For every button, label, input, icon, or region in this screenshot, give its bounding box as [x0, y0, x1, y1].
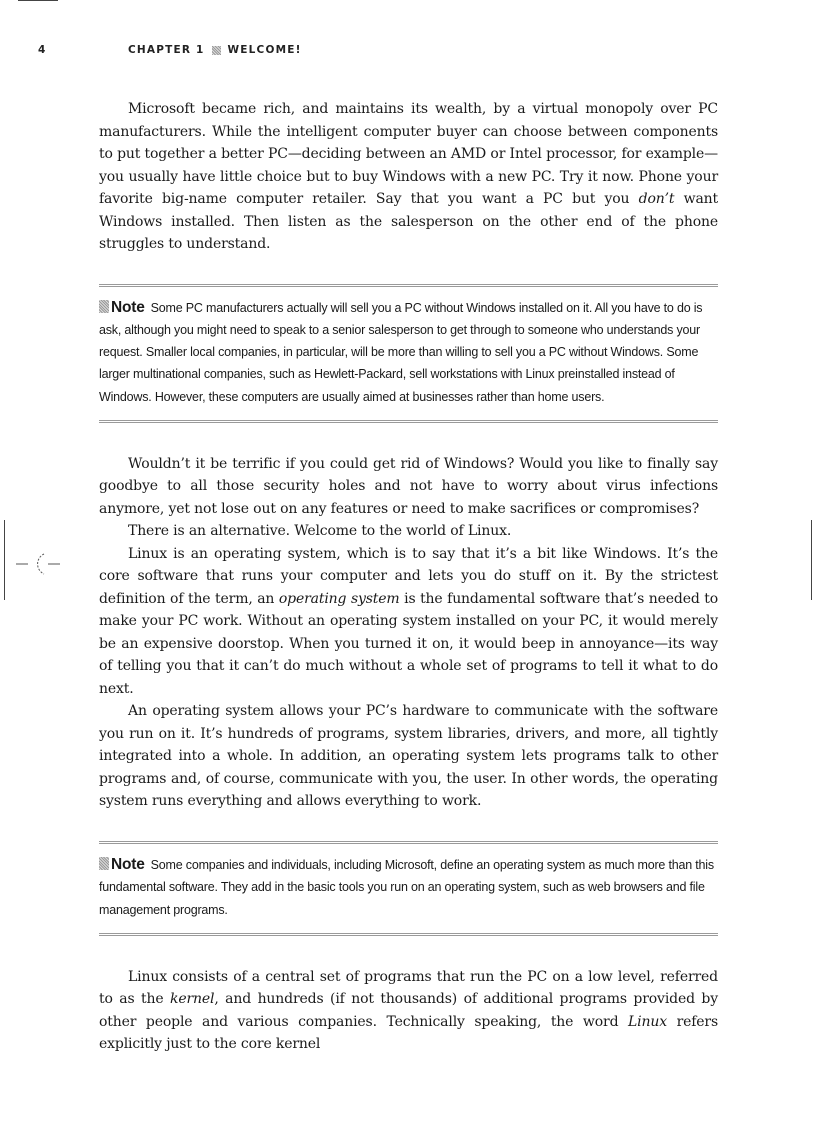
chapter-label: CHAPTER 1	[128, 44, 205, 56]
crop-mark-top	[18, 0, 58, 1]
paragraph: Linux is an operating system, which is to say that it’s a bit like Windows. It’s the core software that runs your computer and lets you do stuff on it. By the strictest definition of the term, an operating system is the fundamental software that’s needed to make your PC work. Without an operating system installed on your PC, it would merely be an expensive doorstop. When you turned it on, it would beep in annoyance—its way of telling you that it can’t do much without a whole set of programs to tell it what to do next.	[99, 545, 718, 697]
note-icon	[99, 300, 109, 313]
paragraph: Microsoft became rich, and maintains its wealth, by a virtual monopoly over PC manufacturers. While the intelligent computer buyer can choose between components to put together a better PC—deciding between an AMD or Intel processor, for example—you usually have little choice but to buy Windows with a new PC. Try it now. Phone your favorite big-name computer retailer. Say that you want a PC but you don’t want Windows installed. Then listen as the salesperson on the other end of the phone struggles to understand.	[99, 101, 718, 252]
chapter-title: WELCOME!	[227, 44, 302, 56]
note-label: Note	[111, 298, 145, 316]
crop-mark-left	[4, 520, 5, 600]
separator-icon	[212, 46, 221, 55]
note-text: Note Some companies and individuals, including Microsoft, define an operating system as much more than this fundamental software. They add in the basic tools you run on an operating system, such as web browsers and file management programs.	[99, 855, 714, 917]
note-label: Note	[111, 855, 145, 873]
note-text: Note Some PC manufacturers actually will sell you a PC without Windows installed on it. All you have to do is ask, although you might need to speak to a senior salesperson to get through to someone who understands your request. Smaller local companies, in particular, will be more than willing to sell you a PC without Windows. Some larger multinational companies, such as Hewlett-Packard, sell workstations with Linux preinstalled instead of Windows. However, these computers are usually aimed at businesses rather than home users.	[99, 298, 703, 404]
registration-mark-icon	[16, 551, 60, 577]
running-head	[38, 44, 302, 56]
paragraph: Wouldn’t it be terrific if you could get rid of Windows? Would you like to finally say goodbye to all those security holes and not have to worry about virus infections anymore, yet not lose out on any features or need to make sacrifices or compromises?	[99, 455, 718, 517]
paragraph: An operating system allows your PC’s hardware to communicate with the software you run on it. It’s hundreds of programs, system libraries, drivers, and more, all tightly integrated into a whole. In addition, an operating system lets programs talk to other programs and, of course, communicate with you, the user. In other words, the operating system runs everything and allows everything to work.	[99, 703, 718, 810]
crop-mark-right	[811, 520, 812, 600]
note-icon	[99, 857, 109, 870]
paragraph: There is an alternative. Welcome to the world of Linux.	[128, 523, 512, 540]
paragraph: Linux consists of a central set of programs that run the PC on a low level, referred to as the kernel, and hundreds (if not thousands) of additional programs provided by other people and various companies. Technically speaking, the word Linux refers explicitly just to the core kernel	[99, 968, 718, 1053]
page-number: 4	[38, 44, 47, 56]
note-box	[99, 841, 718, 936]
page-content	[99, 98, 718, 1056]
note-box	[99, 284, 718, 423]
